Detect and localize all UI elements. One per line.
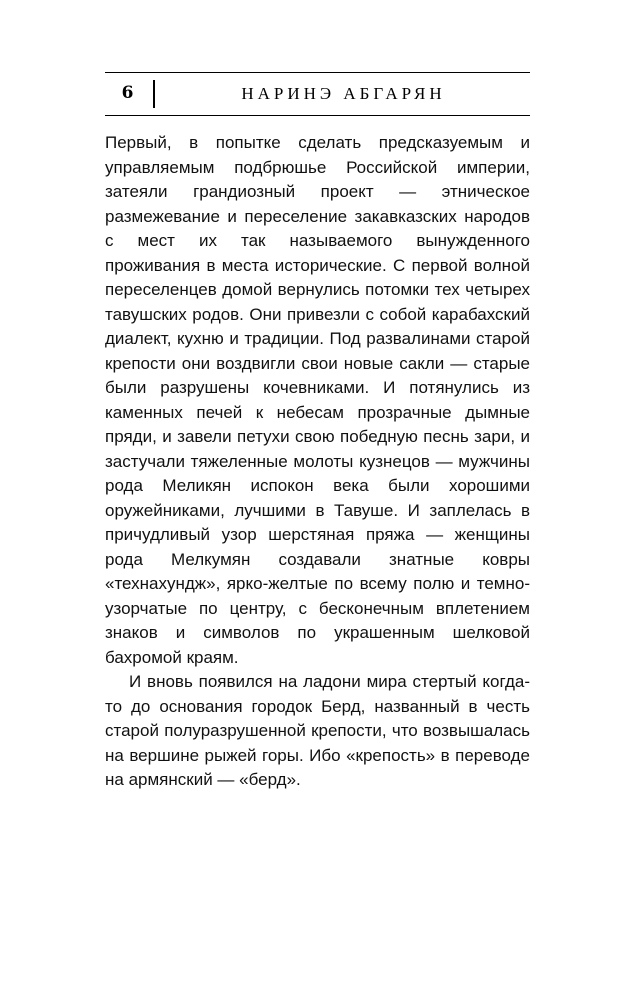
paragraph-1: Первый, в попытке сделать предсказуемым и управляемым подбрюшье Российской империи, затеяли грандиозный проект — этническое размежевание и переселение закавказских народов с мест их так называемого вынужденного проживания в места исторические. С первой волной переселенцев домой вернулись потомки тех четырех тавушских родов. Они привезли с собой карабахский диалект, кухню и традиции. Под развалинами старой крепости они воздвигли свои новые сакли — старые были разрушены кочевниками. И потянулись из каменных печей к небесам прозрачные дымные пряди, и завели петухи свою победную песнь зари, и застучали тяжеленные молоты кузнецов — мужчины рода Меликян испокон века были хорошими оружейниками, лучшими в Тавуше. И заплелась в причудливый узор шерстяная пряжа — женщины рода Мелкумян создавали знатные ковры «технахундж», ярко-желтые по всему полю и темно-узорчатые по центру, с бесконечным вплетением знаков и символов по украшенным шелковой бахромой краям. [105, 133, 530, 667]
author-name: НАРИНЭ АБГАРЯН [241, 84, 446, 103]
running-header [105, 72, 530, 116]
paragraph-2: И вновь появился на ладони мира стертый когда-то до основания городок Берд, названный в честь старой полуразрушенной крепости, что возвышалась на вершине рыжей горы. Ибо «крепость» в переводе на армянский — «берд». [105, 672, 530, 789]
page-number: 6 [121, 83, 134, 103]
header-divider [153, 80, 155, 108]
body-text [105, 131, 530, 793]
